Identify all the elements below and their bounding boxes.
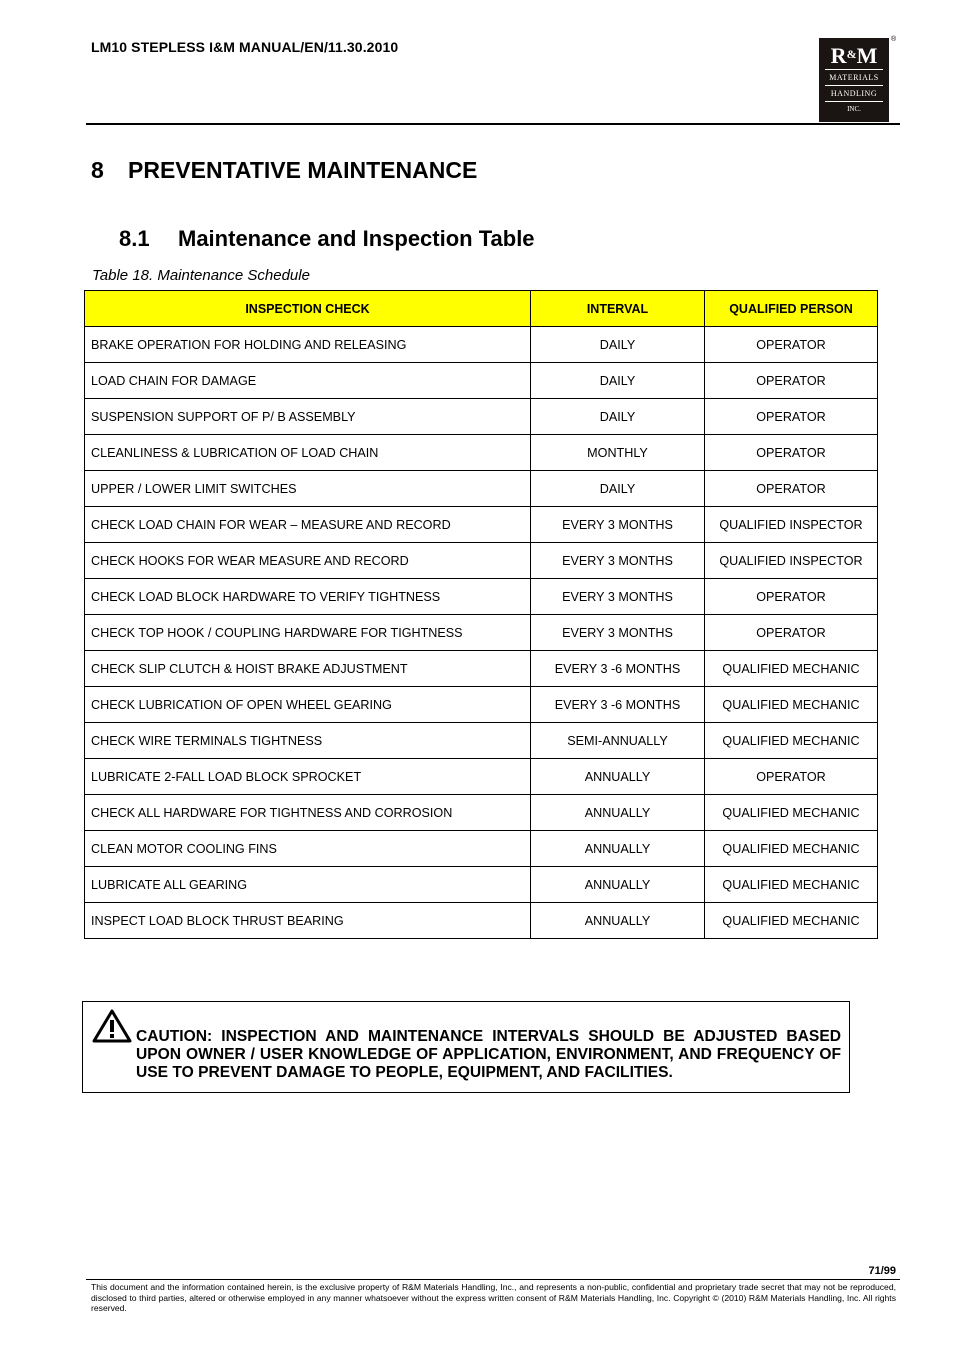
cell-qualified-person: QUALIFIED INSPECTOR <box>705 507 878 543</box>
table-row <box>85 543 878 579</box>
cell-interval: EVERY 3 MONTHS <box>531 615 705 651</box>
cell-inspection-check: SUSPENSION SUPPORT OF P/ B ASSEMBLY <box>85 399 531 435</box>
cell-inspection-check: INSPECT LOAD BLOCK THRUST BEARING <box>85 903 531 939</box>
table-row <box>85 651 878 687</box>
logo-brand: R&M <box>830 43 878 68</box>
cell-interval: DAILY <box>531 363 705 399</box>
cell-inspection-check: LUBRICATE 2-FALL LOAD BLOCK SPROCKET <box>85 759 531 795</box>
cell-interval: EVERY 3 -6 MONTHS <box>531 651 705 687</box>
cell-qualified-person: OPERATOR <box>705 399 878 435</box>
cell-interval: EVERY 3 MONTHS <box>531 579 705 615</box>
cell-qualified-person: OPERATOR <box>705 615 878 651</box>
footer-divider <box>86 1279 900 1280</box>
cell-inspection-check: CHECK WIRE TERMINALS TIGHTNESS <box>85 723 531 759</box>
subsection-number: 8.1 <box>119 226 150 251</box>
cell-inspection-check: CLEAN MOTOR COOLING FINS <box>85 831 531 867</box>
cell-inspection-check: CHECK LOAD BLOCK HARDWARE TO VERIFY TIGHTNESS <box>85 579 531 615</box>
cell-interval: DAILY <box>531 327 705 363</box>
table-row <box>85 795 878 831</box>
cell-inspection-check: CHECK HOOKS FOR WEAR MEASURE AND RECORD <box>85 543 531 579</box>
logo-line-materials: MATERIALS <box>829 73 879 82</box>
table-row <box>85 903 878 939</box>
column-header-qualified-person: QUALIFIED PERSON <box>705 291 878 327</box>
caution-text: CAUTION: INSPECTION AND MAINTENANCE INTERVALS SHOULD BE ADJUSTED BASED UPON OWNER / USER KNOWLEDGE OF APPLICATION, ENVIRONMENT, AND FREQUENCY OF USE TO PREVENT DAMAGE TO PEOPLE, EQUIPMENT, AND FACILITIES. <box>136 1028 841 1081</box>
cell-qualified-person: OPERATOR <box>705 579 878 615</box>
cell-interval: ANNUALLY <box>531 759 705 795</box>
table-row <box>85 579 878 615</box>
cell-interval: MONTHLY <box>531 435 705 471</box>
cell-inspection-check: LOAD CHAIN FOR DAMAGE <box>85 363 531 399</box>
table-caption: Table 18. Maintenance Schedule <box>92 267 310 284</box>
cell-inspection-check: LUBRICATE ALL GEARING <box>85 867 531 903</box>
cell-qualified-person: QUALIFIED MECHANIC <box>705 687 878 723</box>
cell-qualified-person: QUALIFIED INSPECTOR <box>705 543 878 579</box>
cell-qualified-person: QUALIFIED MECHANIC <box>705 903 878 939</box>
cell-inspection-check: CHECK LOAD CHAIN FOR WEAR – MEASURE AND RECORD <box>85 507 531 543</box>
cell-interval: EVERY 3 MONTHS <box>531 543 705 579</box>
cell-inspection-check: CLEANLINESS & LUBRICATION OF LOAD CHAIN <box>85 435 531 471</box>
maintenance-schedule-table <box>84 290 878 939</box>
caution-box <box>82 1001 850 1093</box>
page-number: 71/99 <box>868 1265 896 1277</box>
column-header-inspection-check: INSPECTION CHECK <box>85 291 531 327</box>
table-header-row <box>85 291 878 327</box>
cell-inspection-check: CHECK TOP HOOK / COUPLING HARDWARE FOR TIGHTNESS <box>85 615 531 651</box>
logo-line-inc: INC. <box>847 105 861 113</box>
cell-interval: DAILY <box>531 471 705 507</box>
cell-qualified-person: OPERATOR <box>705 471 878 507</box>
cell-interval: DAILY <box>531 399 705 435</box>
table-row <box>85 831 878 867</box>
cell-qualified-person: OPERATOR <box>705 435 878 471</box>
cell-qualified-person: QUALIFIED MECHANIC <box>705 795 878 831</box>
cell-qualified-person: QUALIFIED MECHANIC <box>705 867 878 903</box>
table-row <box>85 507 878 543</box>
cell-interval: EVERY 3 MONTHS <box>531 507 705 543</box>
cell-qualified-person: OPERATOR <box>705 759 878 795</box>
section-number: 8 <box>91 157 104 183</box>
cell-inspection-check: CHECK SLIP CLUTCH & HOIST BRAKE ADJUSTMENT <box>85 651 531 687</box>
cell-interval: ANNUALLY <box>531 795 705 831</box>
cell-interval: ANNUALLY <box>531 903 705 939</box>
cell-inspection-check: CHECK LUBRICATION OF OPEN WHEEL GEARING <box>85 687 531 723</box>
table-row <box>85 327 878 363</box>
column-header-interval: INTERVAL <box>531 291 705 327</box>
table-row <box>85 867 878 903</box>
section-title: PREVENTATIVE MAINTENANCE <box>128 157 478 183</box>
table-row <box>85 687 878 723</box>
table-row <box>85 363 878 399</box>
table-row <box>85 723 878 759</box>
cell-interval: SEMI-ANNUALLY <box>531 723 705 759</box>
logo-line-handling: HANDLING <box>830 89 878 98</box>
cell-interval: ANNUALLY <box>531 867 705 903</box>
cell-qualified-person: QUALIFIED MECHANIC <box>705 723 878 759</box>
section-heading <box>91 157 477 184</box>
registered-mark: ® <box>891 36 897 43</box>
cell-inspection-check: UPPER / LOWER LIMIT SWITCHES <box>85 471 531 507</box>
table-row <box>85 759 878 795</box>
warning-triangle-icon <box>92 1009 132 1043</box>
subsection-heading <box>119 226 535 252</box>
document-header-title: LM10 STEPLESS I&M MANUAL/EN/11.30.2010 <box>91 39 399 55</box>
footer-legal-notice: This document and the information contained herein, is the exclusive property of R&M Materials Handling, Inc., and represents a non-public, confidential and proprietary trade secret that may not be reproduced, disclosed to third parties, altered or otherwise employed in any manner whatsoever without the express written consent of R&M Materials Handling, Inc. Copyright © (2010) R&M Materials Handling, Inc. All rights reserved. <box>91 1282 896 1313</box>
cell-qualified-person: OPERATOR <box>705 327 878 363</box>
company-logo <box>819 38 889 122</box>
cell-interval: EVERY 3 -6 MONTHS <box>531 687 705 723</box>
cell-interval: ANNUALLY <box>531 831 705 867</box>
cell-inspection-check: CHECK ALL HARDWARE FOR TIGHTNESS AND CORROSION <box>85 795 531 831</box>
cell-qualified-person: OPERATOR <box>705 363 878 399</box>
cell-inspection-check: BRAKE OPERATION FOR HOLDING AND RELEASING <box>85 327 531 363</box>
cell-qualified-person: QUALIFIED MECHANIC <box>705 831 878 867</box>
cell-qualified-person: QUALIFIED MECHANIC <box>705 651 878 687</box>
table-row <box>85 399 878 435</box>
subsection-title: Maintenance and Inspection Table <box>178 226 535 251</box>
table-row <box>85 435 878 471</box>
header-divider <box>86 123 900 125</box>
table-row <box>85 615 878 651</box>
table-row <box>85 471 878 507</box>
